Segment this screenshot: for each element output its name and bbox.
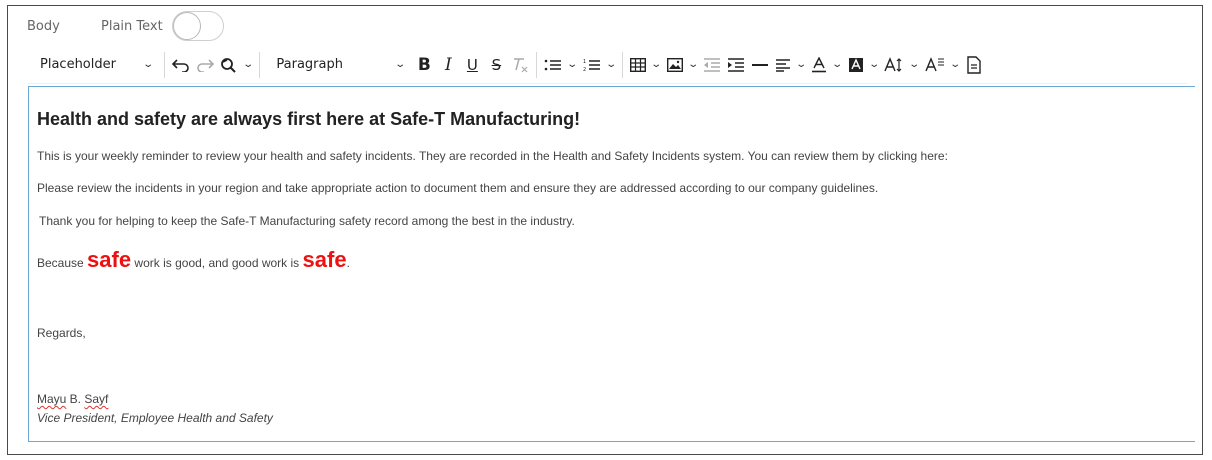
- rich-text-toolbar: [28, 46, 1188, 84]
- bulleted-list-button[interactable]: [541, 51, 579, 79]
- toggle-knob: [173, 12, 201, 40]
- numbered-list-icon: [583, 58, 601, 72]
- insert-image-button[interactable]: [664, 51, 700, 79]
- redo-icon: [196, 58, 214, 72]
- body-label: Body: [27, 19, 60, 34]
- italic-button[interactable]: [436, 51, 460, 79]
- signature-title: Vice President, Employee Health and Safety: [37, 411, 273, 425]
- slogan-suffix: .: [346, 256, 350, 270]
- insert-table-button[interactable]: [627, 51, 663, 79]
- font-color-button[interactable]: [808, 51, 844, 79]
- toolbar-divider: [164, 52, 165, 78]
- chevron-down-icon: ⌄: [831, 59, 844, 70]
- chevron-down-icon: ⌄: [650, 59, 663, 70]
- chevron-down-icon: ⌄: [566, 59, 579, 70]
- image-icon: [667, 58, 683, 72]
- slogan-prefix: Because: [37, 256, 88, 270]
- find-replace-button[interactable]: [217, 51, 255, 79]
- paragraph-review-instructions: Please review the incidents in your region and take appropriate action to document them and ensure they are addressed according to our company guidelines.: [37, 181, 879, 195]
- table-icon: [630, 58, 646, 72]
- bulleted-list-icon: [544, 58, 562, 72]
- chevron-down-icon: ⌄: [795, 59, 808, 70]
- italic-icon: I: [445, 54, 452, 75]
- font-family-icon: [925, 57, 945, 73]
- horizontal-line-icon: [751, 58, 769, 72]
- chevron-down-icon: ⌄: [908, 59, 921, 70]
- underline-button[interactable]: [460, 51, 484, 79]
- svg-text:2: 2: [582, 66, 586, 72]
- find-replace-icon: [220, 57, 238, 73]
- strikethrough-button[interactable]: [484, 51, 508, 79]
- align-button[interactable]: [772, 51, 808, 79]
- highlight-color-button[interactable]: [845, 51, 881, 79]
- indent-icon: [727, 58, 745, 72]
- toolbar-divider: [536, 52, 537, 78]
- chevron-down-icon: ⌄: [141, 59, 154, 70]
- closing-regards: Regards,: [37, 326, 86, 340]
- chevron-down-icon: ⌄: [868, 59, 880, 70]
- align-icon: [775, 58, 791, 72]
- font-size-icon: [884, 57, 904, 73]
- outdent-button[interactable]: [700, 51, 724, 79]
- slogan-safe-word: safe: [302, 247, 347, 272]
- source-view-button[interactable]: [962, 51, 986, 79]
- chevron-down-icon: ⌄: [242, 59, 255, 70]
- paragraph-safe-slogan: [37, 247, 350, 273]
- placeholder-dropdown[interactable]: [28, 51, 160, 79]
- signature-middle: B.: [66, 392, 85, 406]
- font-size-button[interactable]: [881, 51, 921, 79]
- placeholder-dropdown-label: Placeholder: [40, 57, 116, 72]
- font-family-button[interactable]: [922, 51, 962, 79]
- slogan-safe-word: safe: [87, 247, 132, 272]
- slogan-middle: work is good, and good work is: [131, 256, 303, 270]
- strikethrough-icon: S: [491, 55, 502, 74]
- indent-button[interactable]: [724, 51, 748, 79]
- svg-text:1: 1: [582, 58, 586, 65]
- signature-last-name: Sayf: [84, 392, 109, 406]
- chevron-down-icon: ⌄: [948, 59, 961, 70]
- chevron-down-icon: ⌄: [605, 59, 617, 70]
- clear-formatting-button[interactable]: [508, 51, 532, 79]
- email-body-editor-panel: [7, 5, 1203, 455]
- signature-name: [37, 392, 108, 406]
- editor-content-area[interactable]: [28, 86, 1195, 442]
- outdent-icon: [703, 58, 721, 72]
- paragraph-reminder: This is your weekly reminder to review your health and safety incidents. They are recorded in the Health and Safety Incidents system. You can review them by clicking here:: [37, 149, 948, 163]
- undo-icon: [172, 58, 190, 72]
- underline-icon: U: [466, 55, 478, 74]
- clear-formatting-icon: [511, 57, 529, 73]
- undo-button[interactable]: [169, 51, 193, 79]
- bold-button[interactable]: [412, 51, 436, 79]
- paragraph-thanks: Thank you for helping to keep the Safe-T Manufacturing safety record among the best in the industry.: [39, 214, 575, 228]
- chevron-down-icon: ⌄: [394, 59, 407, 70]
- highlight-color-icon: [848, 57, 864, 73]
- mode-row: [8, 6, 1202, 46]
- paragraph-style-dropdown[interactable]: [264, 51, 412, 79]
- font-color-icon: [811, 57, 827, 73]
- signature-first-name: Mayu: [37, 392, 67, 406]
- bold-icon: B: [417, 54, 431, 75]
- chevron-down-icon: ⌄: [686, 59, 699, 70]
- horizontal-line-button[interactable]: [748, 51, 772, 79]
- toolbar-divider: [259, 52, 260, 78]
- plain-text-label: Plain Text: [101, 19, 163, 34]
- email-heading: Health and safety are always first here at Safe-T Manufacturing!: [37, 109, 581, 129]
- redo-button[interactable]: [193, 51, 217, 79]
- numbered-list-button[interactable]: [580, 51, 618, 79]
- paragraph-style-label: Paragraph: [276, 57, 343, 72]
- plain-text-toggle[interactable]: [172, 11, 224, 41]
- source-view-icon: [967, 56, 981, 74]
- toolbar-divider: [622, 52, 623, 78]
